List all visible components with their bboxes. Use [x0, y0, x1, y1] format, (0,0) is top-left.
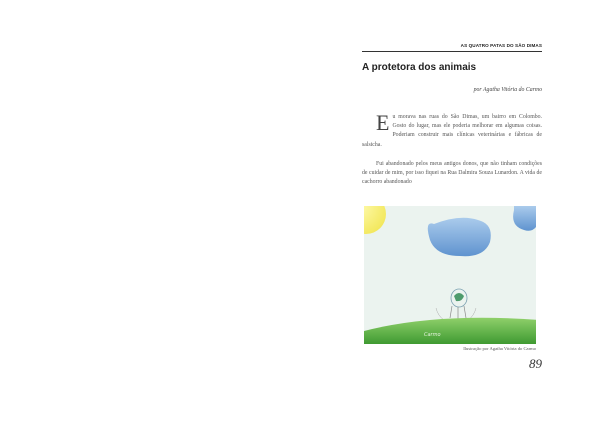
header-rule: [362, 51, 542, 52]
illustration-caption: Ilustração por Agatha Vitória do Carmo: [463, 346, 536, 351]
paragraph-1-text: u morava nas ruas do São Dimas, um bairro em Colombo. Gosto do lugar, mas ele poderia melhorar em algumas coisas. Poderiam construir mais clínicas veterinárias e fábricas de salsicha.: [362, 114, 542, 148]
illustration-drawing: [364, 206, 536, 344]
story-title: A protetora dos animais: [362, 62, 477, 73]
illustration-signature: Carmo: [424, 332, 441, 338]
paragraph-2: Fui abandonado pelos meus antigos donos, que não tinham condições de cuidar de mim, por isso fiquei na Rua Dalmira Souza Lunardon. A vida de cachorro abandonado: [362, 161, 542, 186]
page-number: 89: [529, 356, 542, 371]
running-head: AS QUATRO PATAS DO SÃO DIMAS: [460, 43, 542, 48]
drop-cap: E: [376, 110, 390, 135]
paragraph-1: [362, 110, 542, 150]
story-illustration: [364, 206, 536, 344]
story-byline: por Agatha Vitória do Carmo: [473, 87, 542, 93]
